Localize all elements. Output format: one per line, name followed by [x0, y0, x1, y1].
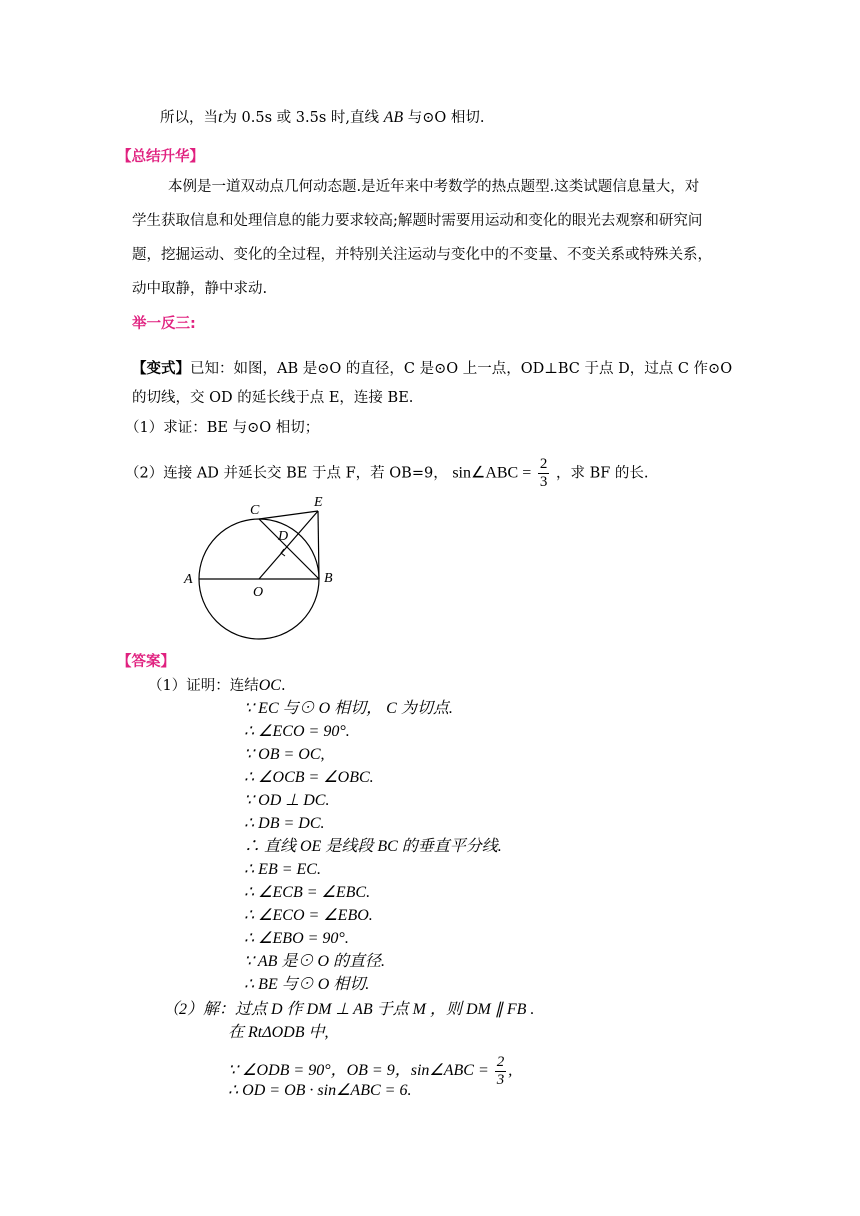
segment-cb [259, 519, 319, 579]
variable-t: t [218, 109, 223, 126]
proof-intro [148, 676, 286, 696]
label-a: A [184, 572, 193, 587]
fraction [538, 456, 550, 491]
variable-ab: AB [383, 109, 404, 126]
text-segment: 所以，当 [160, 110, 218, 126]
variant-tag: 【变式】 [132, 360, 190, 377]
solution-line-3-text: ∵ ∠ODB = 90°，OB = 9，sin∠ABC = [228, 1062, 489, 1080]
label-o: O [253, 585, 264, 600]
fraction-numerator: 2 [496, 1054, 505, 1070]
period: . [280, 678, 286, 694]
proof-step: ∴ BE 与⊙ O 相切. [244, 976, 370, 993]
question-1: （1）求证：BE 与⊙O 相切； [125, 420, 320, 436]
text-segment: 为 0.5s 或 3.5s 时,直线 [222, 110, 380, 126]
variant-text: 已知：如图，AB 是⊙O 的直径，C 是⊙O 上一点，OD⊥BC 于点 D，过点 C 作⊙O [190, 361, 733, 377]
label-e: E [314, 495, 323, 510]
proof-step: ∴ 直线 OE 是线段 BC 的垂直平分线. [244, 838, 502, 855]
solution-line-1: （2）解：过点 D 作 DM ⊥ AB 于点 M ，则 DM ∥ FB . [163, 1001, 535, 1018]
summary-line: 学生获取信息和处理信息的能力要求较高;解题时需要用运动和变化的眼光去观察和研究问 [132, 213, 703, 229]
question-2-text: （2）连接 AD 并延长交 BE 于点 F，若 OB=9， [125, 465, 448, 482]
label-d: D [278, 529, 289, 544]
summary-line: 题，挖掘运动、变化的全过程，并特别关注运动与变化中的不变量、不变关系或特殊关系， [132, 247, 712, 263]
proof-step: ∴ EB = EC. [244, 861, 321, 878]
summary-line: 本例是一道双动点几何动态题.是近年来中考数学的热点题型.这类试题信息量大，对 [168, 179, 700, 195]
proof-intro-text: （1）证明：连结 [148, 678, 259, 694]
proof-step: ∴ ∠OCB = ∠OBC. [244, 769, 374, 786]
summary-line: 动中取静，静中求动. [132, 281, 268, 297]
fraction [495, 1054, 507, 1089]
summary-heading: 【总结升华】 [117, 149, 204, 165]
variant-line-2: 的切线，交 OD 的延长线于点 E，连接 BE. [132, 390, 414, 406]
label-c: C [250, 503, 260, 518]
proof-step: ∵ EC 与⊙ O 相切， C 为切点. [244, 700, 453, 717]
answer-heading: 【答案】 [117, 654, 175, 670]
proof-step: ∵ OB = OC, [244, 746, 325, 763]
text-segment: 与⊙O 相切. [407, 110, 485, 126]
proof-step: ∵ AB 是⊙ O 的直径. [244, 953, 385, 970]
fraction-denominator: 3 [539, 474, 548, 490]
solution-line-2: 在 RtΔODB 中, [228, 1024, 329, 1041]
label-b: B [324, 571, 333, 586]
proof-step: ∵ OD ⊥ DC. [244, 792, 330, 809]
fraction-denominator: 3 [496, 1072, 505, 1088]
solution-line-4: ∴ OD = OB · sin∠ABC = 6. [228, 1082, 412, 1099]
segment-ce [259, 511, 318, 519]
practice-heading: 举一反三: [132, 316, 196, 332]
comma: , [508, 1062, 513, 1080]
fraction-numerator: 2 [539, 456, 548, 472]
proof-step: ∴ ∠EBO = 90°. [244, 930, 349, 947]
proof-step: ∴ ∠ECO = 90°. [244, 723, 350, 740]
proof-step: ∴ ∠ECB = ∠EBC. [244, 884, 371, 901]
variant-line-1 [132, 359, 732, 379]
geometry-figure [170, 490, 350, 650]
question-2-text-end: ，求 BF 的长. [555, 465, 649, 482]
proof-step: ∴ DB = DC. [244, 815, 325, 832]
sin-expression: sin∠ABC = [452, 464, 532, 482]
question-2 [125, 456, 649, 491]
variable-oc: OC [258, 677, 281, 694]
proof-step: ∴ ∠ECO = ∠EBO. [244, 907, 373, 924]
conclusion-line [160, 108, 485, 128]
